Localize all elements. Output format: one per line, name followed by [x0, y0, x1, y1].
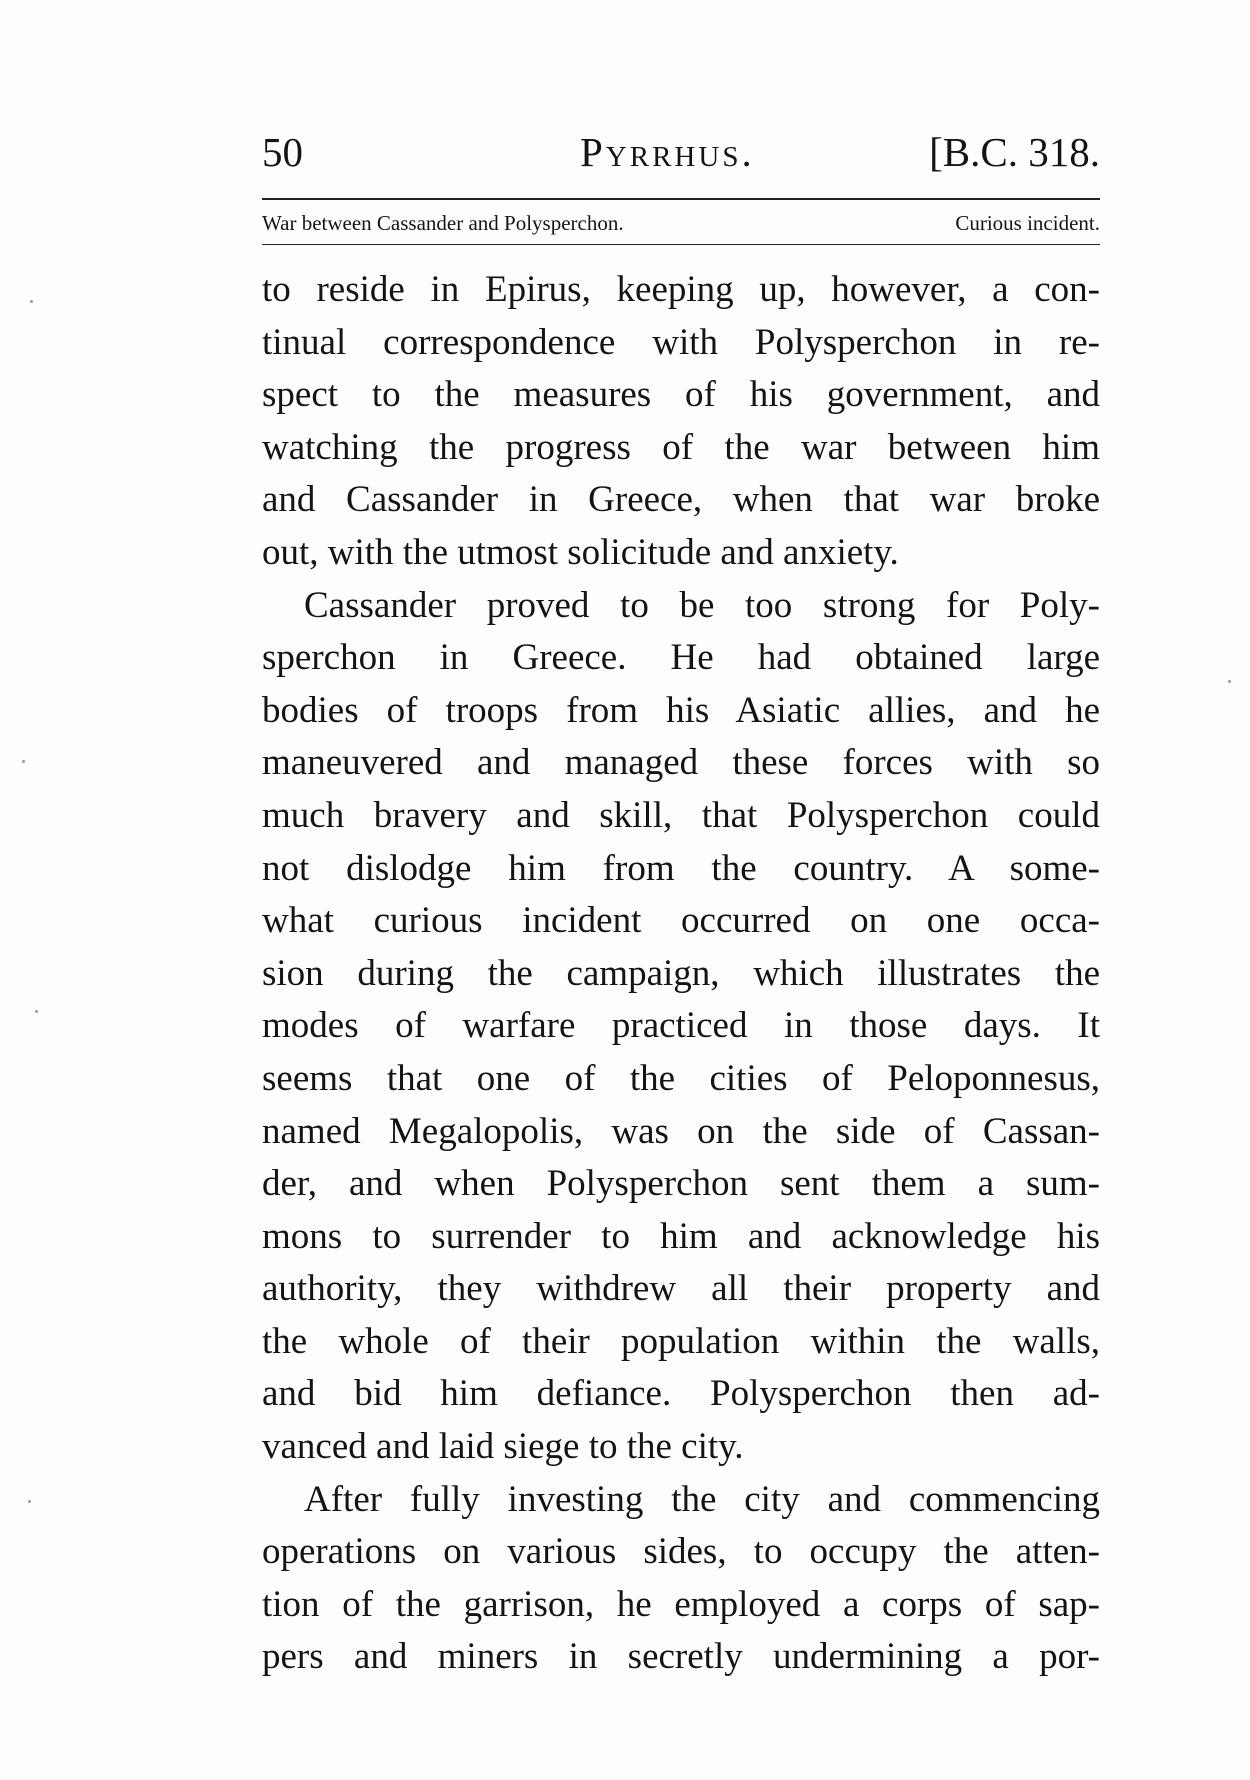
text-line: tion of the garrison, he employed a corps of sap- [262, 1583, 1100, 1625]
subheader-right: Curious incident. [955, 211, 1100, 235]
paragraph-3 [262, 1474, 1100, 1684]
running-head [262, 128, 1100, 188]
text-line: not dislodge him from the country. A some- [262, 847, 1100, 889]
scan-speck [35, 1010, 38, 1013]
text-line: sperchon in Greece. He had obtained large [262, 637, 1100, 679]
scan-speck [22, 760, 25, 763]
header-rule-bottom [262, 244, 1100, 245]
text-line: and bid him defiance. Polysperchon then ad- [262, 1373, 1100, 1415]
text-line: pers and miners in secretly undermining a por- [262, 1636, 1100, 1678]
text-line: the whole of their population within the walls, [262, 1320, 1100, 1362]
scan-speck [1228, 680, 1231, 683]
header-rule-top [262, 198, 1100, 200]
text-line: After fully investing the city and commencing [304, 1478, 1100, 1520]
text-line: sion during the campaign, which illustrates the [262, 952, 1100, 994]
text-line: named Megalopolis, was on the side of Cassan- [262, 1110, 1100, 1152]
text-line: what curious incident occurred on one occa- [262, 900, 1100, 942]
text-line: much bravery and skill, that Polysperchon could [262, 794, 1100, 836]
scan-speck [30, 300, 33, 303]
date-marker: [B.C. 318. [929, 129, 1100, 175]
scan-speck [28, 1500, 31, 1503]
text-line: seems that one of the cities of Peloponnesus, [262, 1057, 1100, 1099]
text-line: maneuvered and managed these forces with so [262, 742, 1100, 784]
text-line: authority, they withdrew all their property and [262, 1268, 1100, 1310]
text-line: vanced and laid siege to the city. [262, 1426, 744, 1468]
text-line: spect to the measures of his government, and [262, 374, 1100, 416]
text-line: operations on various sides, to occupy the atten- [262, 1531, 1100, 1573]
paragraph-1 [262, 264, 1100, 580]
text-line: bodies of troops from his Asiatic allies, and he [262, 689, 1100, 731]
body-text [262, 264, 1100, 1684]
text-line: modes of warfare practiced in those days. It [262, 1005, 1100, 1047]
text-line: mons to surrender to him and acknowledge his [262, 1215, 1100, 1257]
running-title: Pyrrhus. [580, 129, 755, 175]
text-line: to reside in Epirus, keeping up, however, a con- [262, 269, 1100, 310]
text-line: Cassander proved to be too strong for Poly- [304, 584, 1100, 626]
text-line: out, with the utmost solicitude and anxiety. [262, 531, 899, 573]
subheader [262, 206, 1100, 240]
page-number: 50 [262, 129, 303, 175]
text-line: and Cassander in Greece, when that war broke [262, 479, 1100, 521]
text-line: der, and when Polysperchon sent them a sum- [262, 1163, 1100, 1205]
text-line: watching the progress of the war between him [262, 426, 1100, 468]
text-line: tinual correspondence with Polysperchon in re- [262, 321, 1100, 363]
paragraph-2 [262, 580, 1100, 1474]
subheader-left: War between Cassander and Polysperchon. [262, 211, 624, 235]
